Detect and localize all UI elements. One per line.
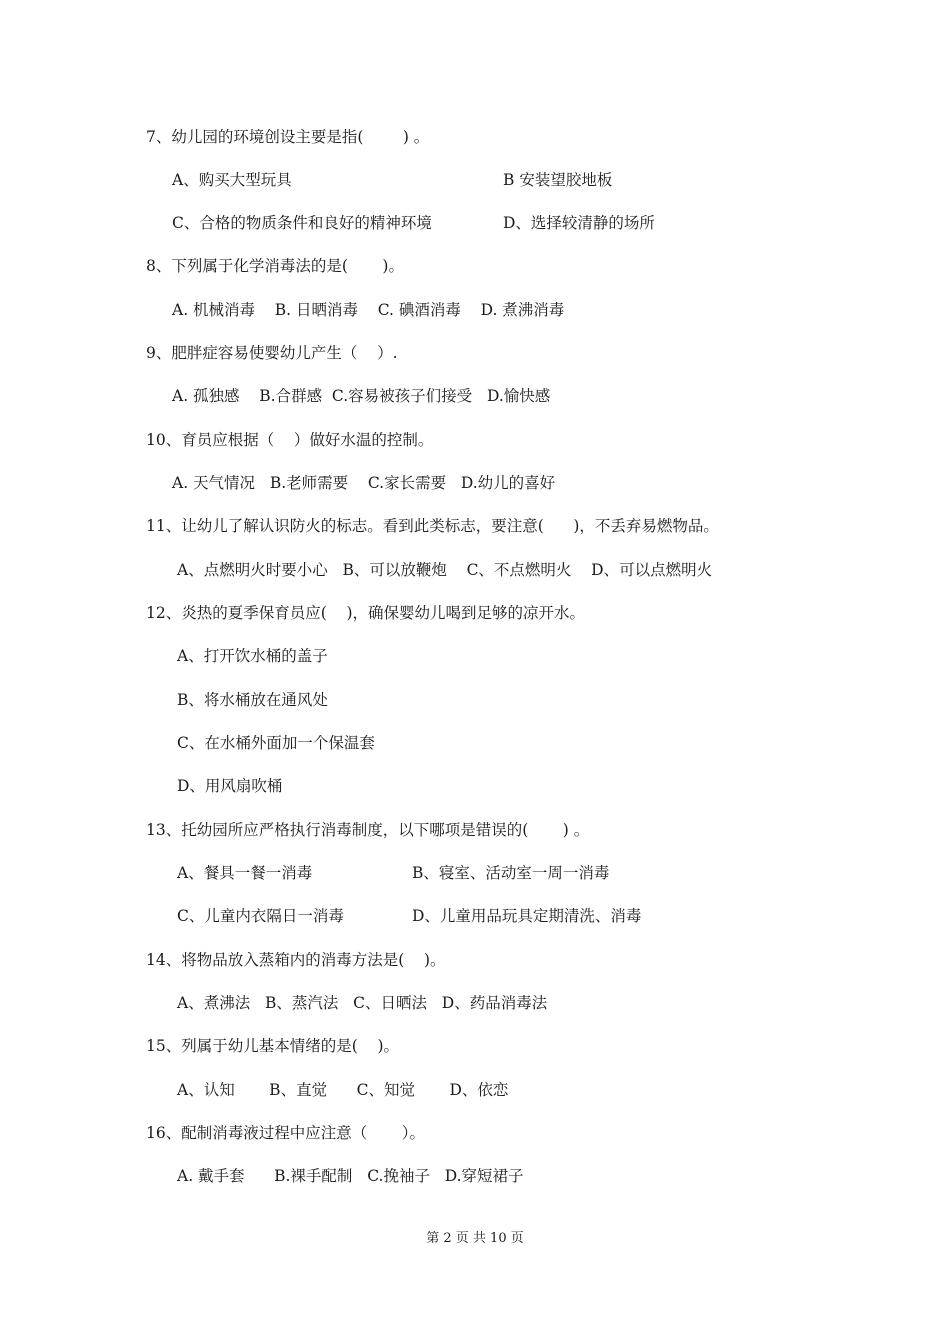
q12-option-d: D、用风扇吹桶 bbox=[177, 777, 283, 795]
q13-stem: 13、托幼园所应严格执行消毒制度，以下哪项是错误的( ) 。 bbox=[146, 821, 590, 839]
q10-options: A. 天气情况 B.老师需要 C.家长需要 D.幼儿的喜好 bbox=[172, 474, 556, 492]
q12-option-b: B、将水桶放在通风处 bbox=[177, 691, 328, 709]
q9-stem: 9、肥胖症容易使婴幼儿产生（ ）. bbox=[146, 344, 398, 362]
page-number-footer: 第 2 页 共 10 页 bbox=[426, 1231, 524, 1246]
q16-options: A. 戴手套 B.裸手配制 C.挽袖子 D.穿短裙子 bbox=[177, 1167, 524, 1185]
q9-options: A. 孤独感 B.合群感 C.容易被孩子们接受 D.愉快感 bbox=[172, 387, 551, 405]
q13-option-c: C、儿童内衣隔日一消毒 bbox=[177, 907, 344, 925]
q13-option-b: B、寝室、活动室一周一消毒 bbox=[412, 864, 610, 882]
q16-stem: 16、配制消毒液过程中应注意（ ）。 bbox=[146, 1124, 425, 1142]
q13-option-a: A、餐具一餐一消毒 bbox=[177, 864, 313, 882]
q12-option-a: A、打开饮水桶的盖子 bbox=[177, 647, 328, 665]
q15-stem: 15、列属于幼儿基本情绪的是( )。 bbox=[146, 1037, 400, 1055]
q14-stem: 14、将物品放入蒸箱内的消毒方法是( )。 bbox=[146, 951, 446, 969]
q12-option-c: C、在水桶外面加一个保温套 bbox=[177, 734, 375, 752]
q12-stem: 12、炎热的夏季保育员应( )，确保婴幼儿喝到足够的凉开水。 bbox=[146, 604, 586, 622]
q11-stem: 11、让幼儿了解认识防火的标志。看到此类标志，要注意( )，不丢弃易燃物品。 bbox=[146, 517, 719, 535]
q7-option-a: A、购买大型玩具 bbox=[172, 171, 292, 189]
q11-options: A、点燃明火时要小心 B、可以放鞭炮 C、不点燃明火 D、可以点燃明火 bbox=[177, 561, 713, 579]
q7-option-b: B 安装望胶地板 bbox=[503, 171, 613, 189]
q8-options: A. 机械消毒 B. 日晒消毒 C. 碘酒消毒 D. 煮沸消毒 bbox=[172, 301, 565, 319]
q10-stem: 10、育员应根据（ ）做好水温的控制。 bbox=[146, 431, 434, 449]
q7-option-c: C、合格的物质条件和良好的精神环境 bbox=[172, 214, 432, 232]
q7-option-d: D、选择较清静的场所 bbox=[503, 214, 655, 232]
q14-options: A、煮沸法 B、蒸汽法 C、日晒法 D、药品消毒法 bbox=[177, 994, 548, 1012]
q13-option-d: D、儿童用品玩具定期清洗、消毒 bbox=[412, 907, 642, 925]
q15-options: A、认知 B、直觉 C、知觉 D、依恋 bbox=[177, 1081, 509, 1099]
q8-stem: 8、下列属于化学消毒法的是( )。 bbox=[146, 257, 404, 275]
q7-stem: 7、幼儿园的环境创设主要是指( ) 。 bbox=[146, 128, 430, 146]
